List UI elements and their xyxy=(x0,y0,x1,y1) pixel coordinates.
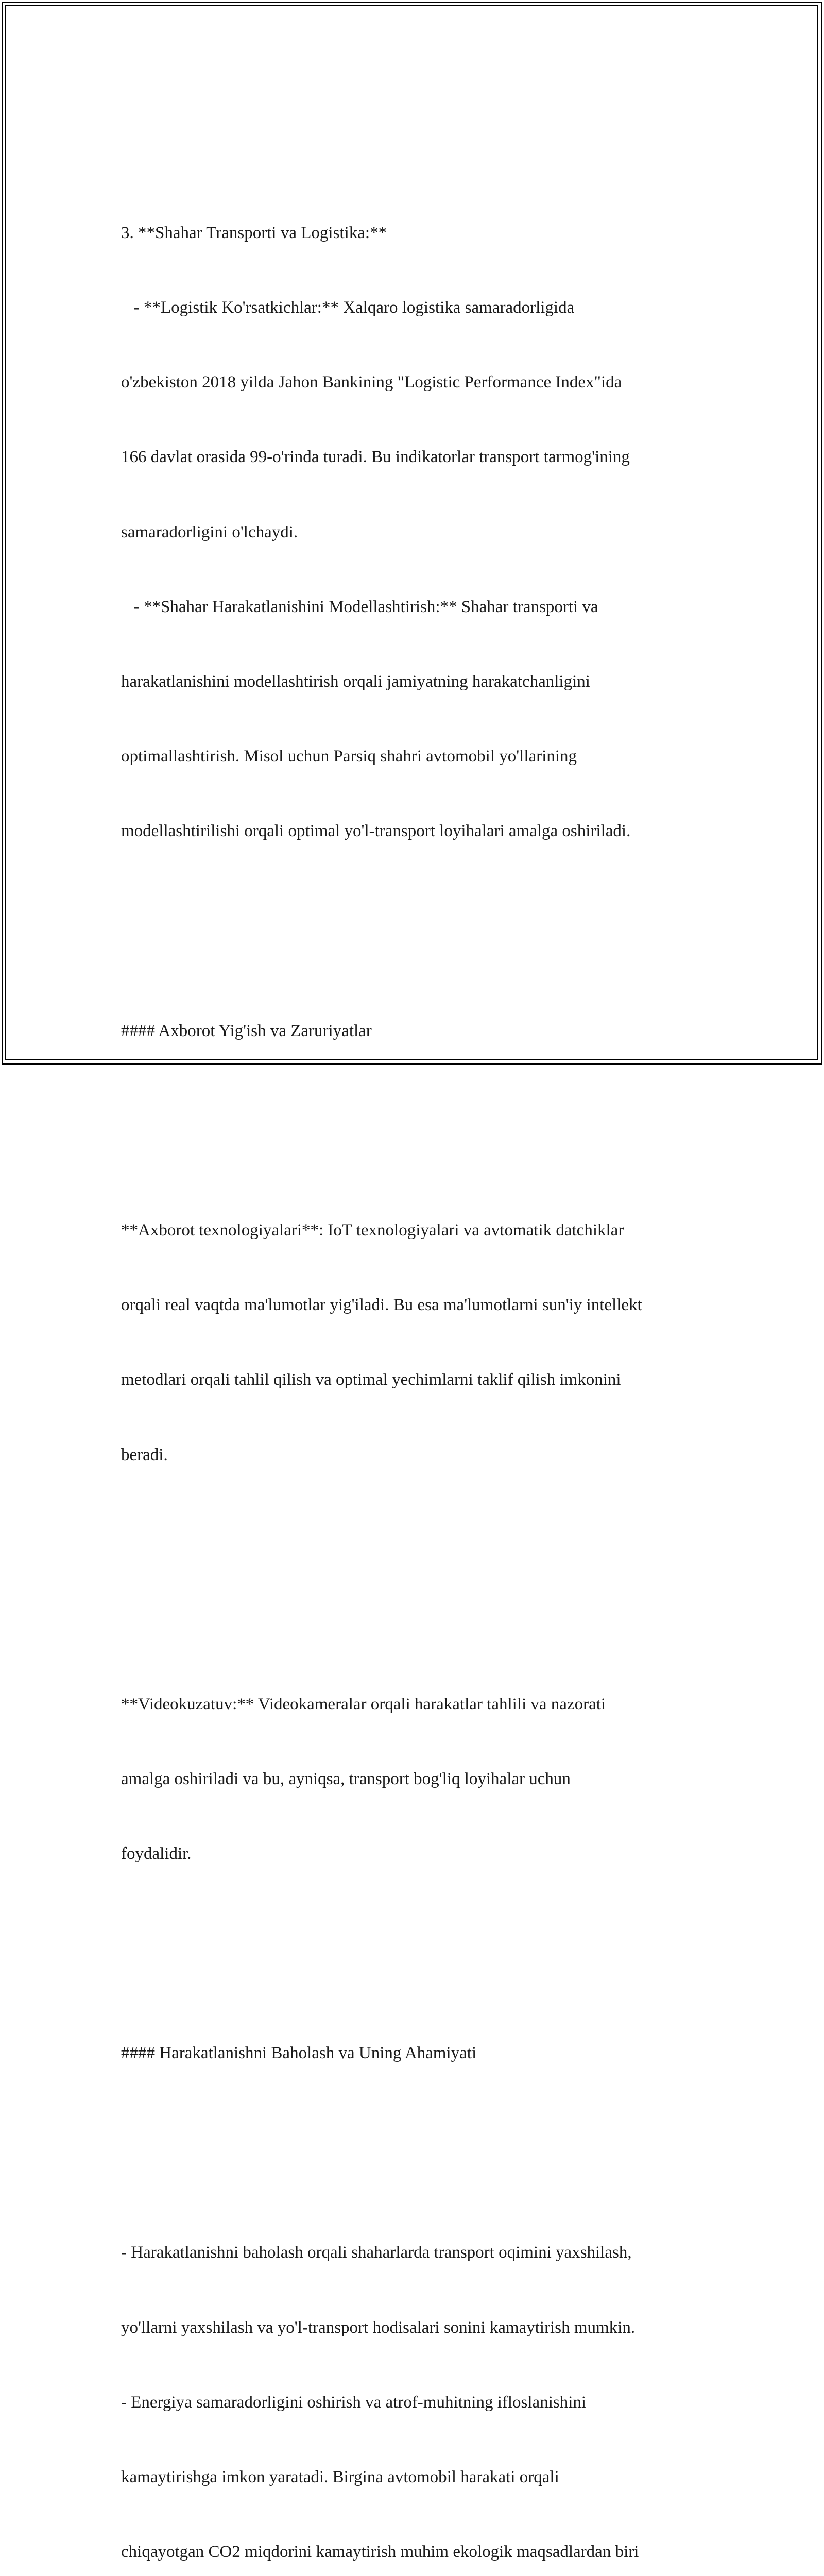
paragraph-info-tech xyxy=(121,1168,718,1517)
text-line: **Axborot texnologiyalari**: IoT texnologiyalari va avtomatik datchiklar xyxy=(121,1221,624,1240)
text-line: harakatlanishini modellashtirish orqali jamiyatning harakatchanligini xyxy=(121,672,590,691)
blank-line xyxy=(121,1093,718,1118)
document-body xyxy=(121,121,718,2576)
text-line: amalga oshiriladi va bu, ayniqsa, transport bog'liq loyihalar uchun xyxy=(121,1769,571,1788)
blank-line xyxy=(121,1966,718,1991)
blank-line xyxy=(121,2115,718,2140)
text-line: modellashtirilishi orqali optimal yo'l-transport loyihalari amalga oshiriladi. xyxy=(121,822,631,841)
text-line: 3. **Shahar Transporti va Logistika:** xyxy=(121,223,387,242)
text-line: orqali real vaqtda ma'lumotlar yig'iladi. Bu esa ma'lumotlarni sun'iy intellekt xyxy=(121,1296,642,1315)
text-line: foydalidir. xyxy=(121,1844,192,1863)
text-line: - Harakatlanishni baholash orqali shaharlarda transport oqimini yaxshilash, xyxy=(121,2243,632,2262)
text-line: **Videokuzatuv:** Videokameralar orqali harakatlar tahlili va nazorati xyxy=(121,1694,606,1714)
text-line: - **Logistik Ko'rsatkichlar:** Xalqaro logistika samaradorligida xyxy=(121,298,575,317)
text-line: yo'llarni yaxshilash va yo'l-transport hodisalari sonini kamaytirish mumkin. xyxy=(121,2318,636,2337)
text-line: chiqayotgan CO2 miqdorini kamaytirish muhim ekologik maqsadlardan biri xyxy=(121,2543,639,2562)
blank-line xyxy=(121,943,718,968)
section-transport-logistics xyxy=(121,171,718,894)
text-line: metodlari orqali tahlil qilish va optimal yechimlarni taklif qilish imkonini xyxy=(121,1370,621,1389)
text-line: o'zbekiston 2018 yilda Jahon Bankining "Logistic Performance Index"ida xyxy=(121,373,622,392)
text-line: - **Shahar Harakatlanishini Modellashtirish:** Shahar transporti va xyxy=(121,597,598,616)
text-line: 166 davlat orasida 99-o'rinda turadi. Bu indikatorlar transport tarmog'ining xyxy=(121,448,630,467)
text-line: - Energiya samaradorligini oshirish va atrof-muhitning ifloslanishini xyxy=(121,2393,587,2412)
text-line: beradi. xyxy=(121,1445,168,1464)
text-line: kamaytirishga imkon yaratadi. Birgina avtomobil harakati orqali xyxy=(121,2468,559,2487)
heading-mobility-assessment: #### Harakatlanishni Baholash va Uning Ahamiyati xyxy=(121,2044,477,2063)
text-line: samaradorligini o'lchaydi. xyxy=(121,522,298,541)
blank-line xyxy=(121,1567,718,1592)
heading-information-gathering: #### Axborot Yig'ish va Zaruriyatlar xyxy=(121,1021,372,1040)
bullet-list xyxy=(121,2191,718,2576)
text-line: optimallashtirish. Misol uchun Parsiq shahri avtomobil yo'llarining xyxy=(121,747,577,766)
paragraph-video-surveillance xyxy=(121,1642,718,1916)
